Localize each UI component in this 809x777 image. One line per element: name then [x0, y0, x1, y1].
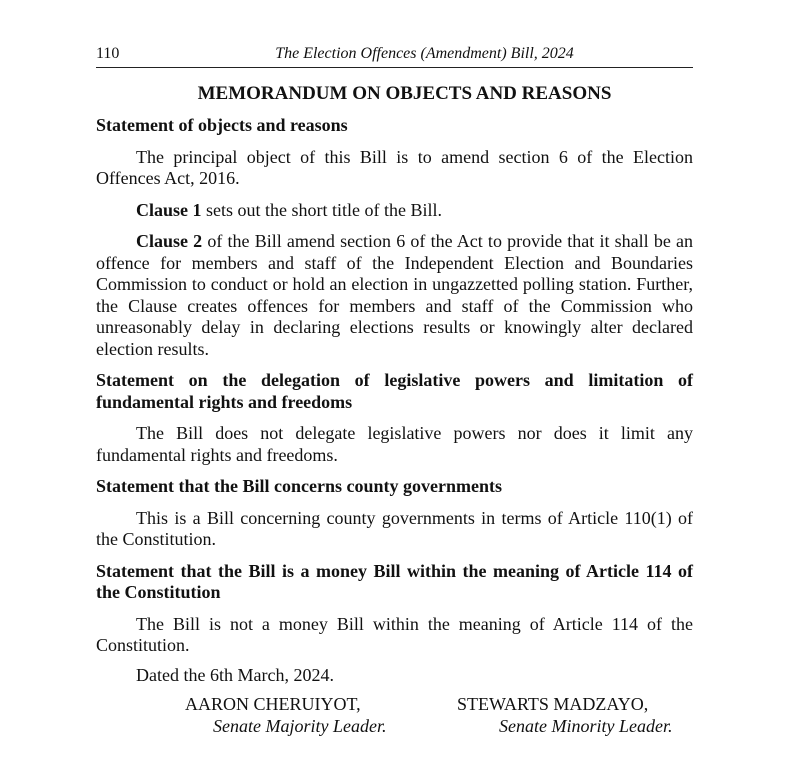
clause-2-label: Clause 2 — [136, 231, 203, 251]
paragraph-clause-2 — [96, 231, 693, 360]
paragraph-principal-object: The principal object of this Bill is to amend section 6 of the Election Offences Act, 2016. — [96, 146, 693, 188]
paragraph-county: This is a Bill concerning county governments in terms of Article 110(1) of the Constitution. — [96, 507, 693, 549]
memo-title: MEMORANDUM ON OBJECTS AND REASONS — [197, 83, 612, 104]
signatory-minority — [457, 694, 672, 737]
signatory-name: STEWARTS MADZAYO, — [457, 694, 649, 714]
section-heading-money-bill: Statement that the Bill is a money Bill within the meaning of Article 114 of the Constitution — [96, 560, 693, 602]
paragraph-money-bill: The Bill is not a money Bill within the meaning of Article 114 of the Constitution. — [96, 613, 693, 655]
clause-1-label: Clause 1 — [136, 199, 202, 220]
clause-2-text: of the Bill amend section 6 of the Act to provide that it shall be an offence for members and staff of the Independent Election and Boundaries Commission to conduct or hold an election in ungazzetted polling station. Further, the Clause creates offences for members and staff of the Commission who unreasonably delay in declaring elections results or knowingly alter declared election results. — [96, 231, 693, 359]
dated-line: Dated the 6th March, 2024. — [136, 664, 334, 685]
paragraph-clause-1 — [96, 200, 693, 222]
section-heading-objects: Statement of objects and reasons — [96, 115, 348, 135]
signatory-majority — [185, 694, 386, 737]
signatory-role: Senate Minority Leader. — [499, 715, 673, 736]
signatory-role: Senate Majority Leader. — [213, 715, 387, 736]
signatory-name: AARON CHERUIYOT, — [185, 694, 361, 714]
document-body — [96, 115, 693, 738]
clause-1-text: sets out the short title of the Bill. — [201, 199, 442, 220]
header-rule — [96, 67, 693, 68]
section-heading-county: Statement that the Bill concerns county governments — [96, 476, 502, 496]
paragraph-delegation: The Bill does not delegate legislative powers nor does it limit any fundamental rights and freedoms. — [96, 423, 693, 465]
running-title: The Election Offences (Amendment) Bill, 2024 — [275, 45, 574, 62]
page-number: 110 — [96, 45, 120, 62]
signature-block — [96, 694, 693, 738]
section-heading-delegation: Statement on the delegation of legislative powers and limitation of fundamental rights and freedoms — [96, 370, 693, 412]
running-header — [96, 43, 693, 65]
